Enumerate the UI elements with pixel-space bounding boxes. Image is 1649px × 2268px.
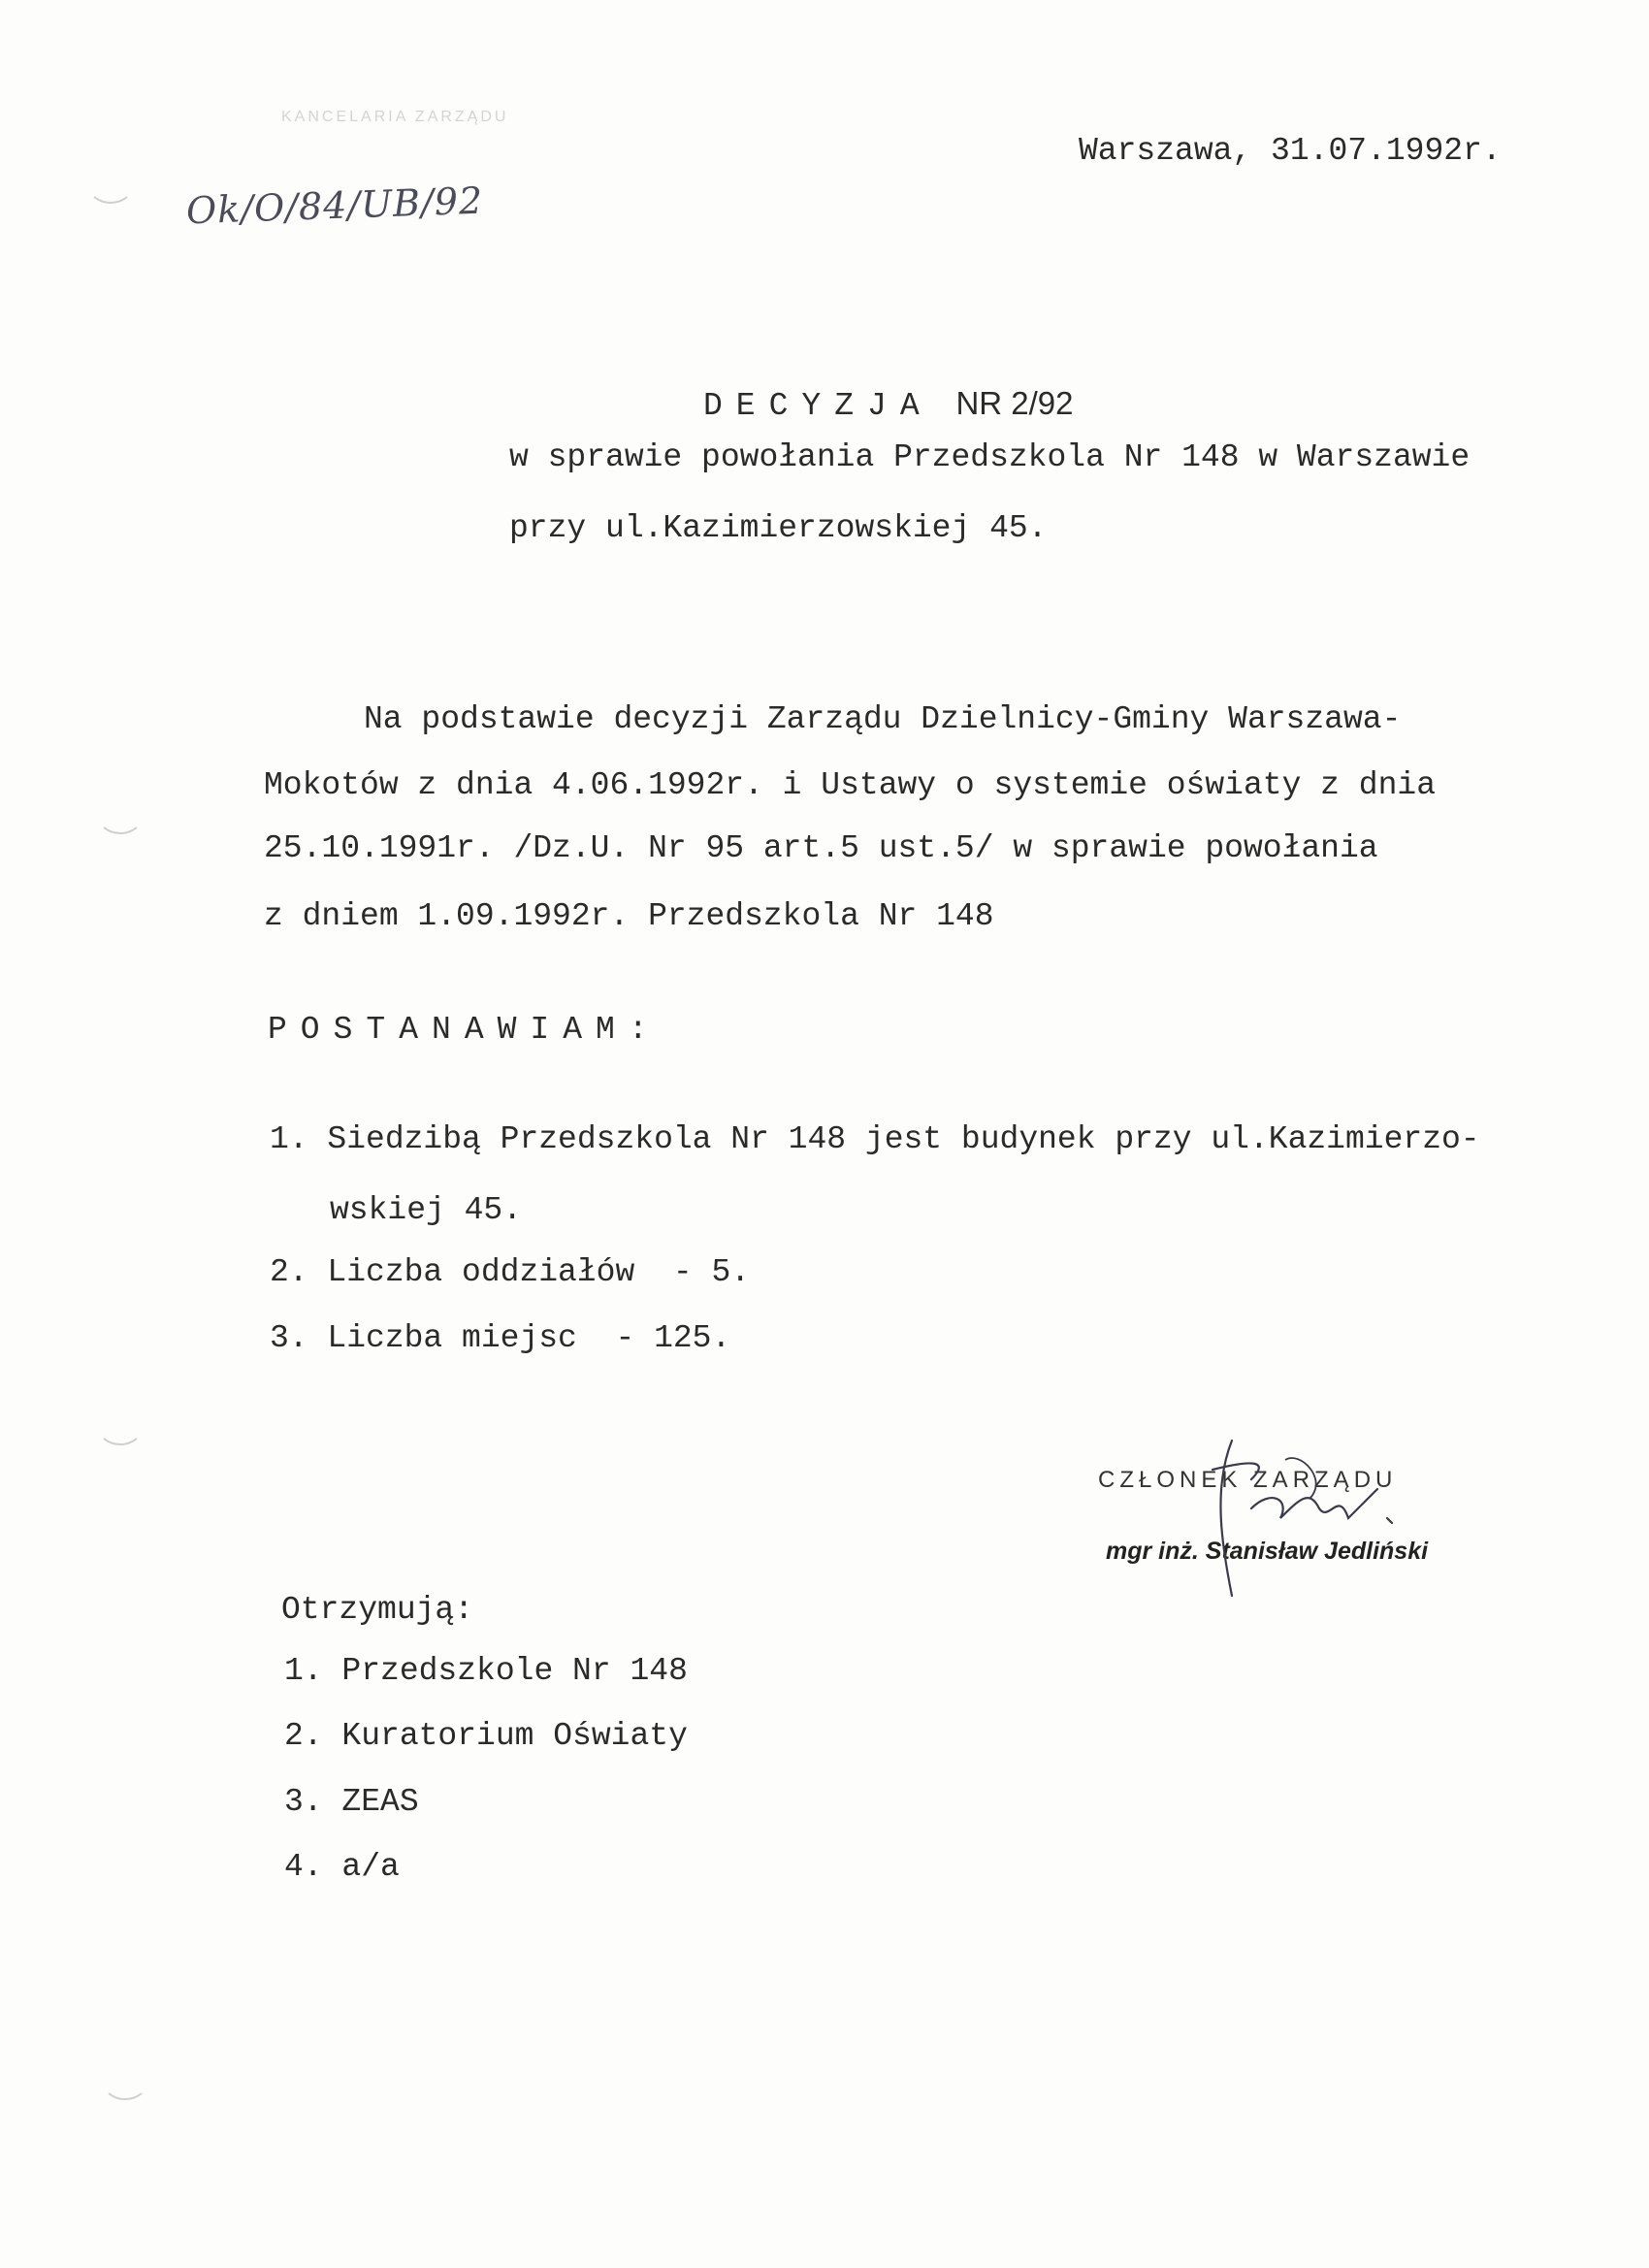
punch-hole-mark — [97, 1407, 144, 1445]
stamp-role: CZŁONEK ZARZĄDU — [1098, 1467, 1398, 1493]
reference-number: Ok/O/84/UB/92 — [185, 178, 484, 233]
recipient-item: 2. Kuratorium Oświaty — [284, 1718, 688, 1754]
decision-title-word: DECYZJA — [703, 388, 933, 424]
recipient-item: 4. a/a — [284, 1849, 400, 1885]
body-line-4: z dniem 1.09.1992r. Przedszkola Nr 148 — [264, 898, 994, 934]
point-3: 3. Liczba miejsc - 125. — [270, 1320, 731, 1356]
decision-number: NR 2/92 — [955, 385, 1074, 421]
faint-stamp-text: KANCELARIA ZARZĄDU — [281, 109, 509, 125]
punch-hole-mark — [87, 165, 134, 204]
subject-line-2: przy ul.Kazimierzowskiej 45. — [509, 510, 1048, 546]
recipients-heading: Otrzymują: — [281, 1592, 474, 1628]
body-line-2: Mokotów z dnia 4.06.1992r. i Ustawy o systemie oświaty z dnia — [264, 767, 1436, 803]
body-line-3: 25.10.1991r. /Dz.U. Nr 95 art.5 ust.5/ w sprawie powołania — [264, 830, 1378, 866]
resolution-word: POSTANAWIAM: — [268, 1012, 662, 1048]
signature — [1193, 1431, 1445, 1625]
point-1-line-1: 1. Siedzibą Przedszkola Nr 148 jest budynek przy ul.Kazimierzo- — [270, 1121, 1480, 1157]
point-2: 2. Liczba oddziałów - 5. — [270, 1254, 751, 1290]
recipient-item: 1. Przedszkole Nr 148 — [284, 1653, 688, 1689]
stamp-name: mgr inż. Stanisław Jedliński — [1106, 1538, 1429, 1565]
punch-hole-mark — [102, 2061, 148, 2100]
punch-hole-mark — [97, 795, 144, 834]
point-1-line-2: wskiej 45. — [330, 1192, 523, 1228]
decision-title — [703, 384, 1074, 426]
recipient-item: 3. ZEAS — [284, 1784, 419, 1820]
subject-line-1: w sprawie powołania Przedszkola Nr 148 w Warszawie — [509, 439, 1471, 475]
place-date: Warszawa, 31.07.1992r. — [1079, 133, 1502, 169]
body-line-1: Na podstawie decyzji Zarządu Dzielnicy-Gminy Warszawa- — [364, 701, 1402, 737]
